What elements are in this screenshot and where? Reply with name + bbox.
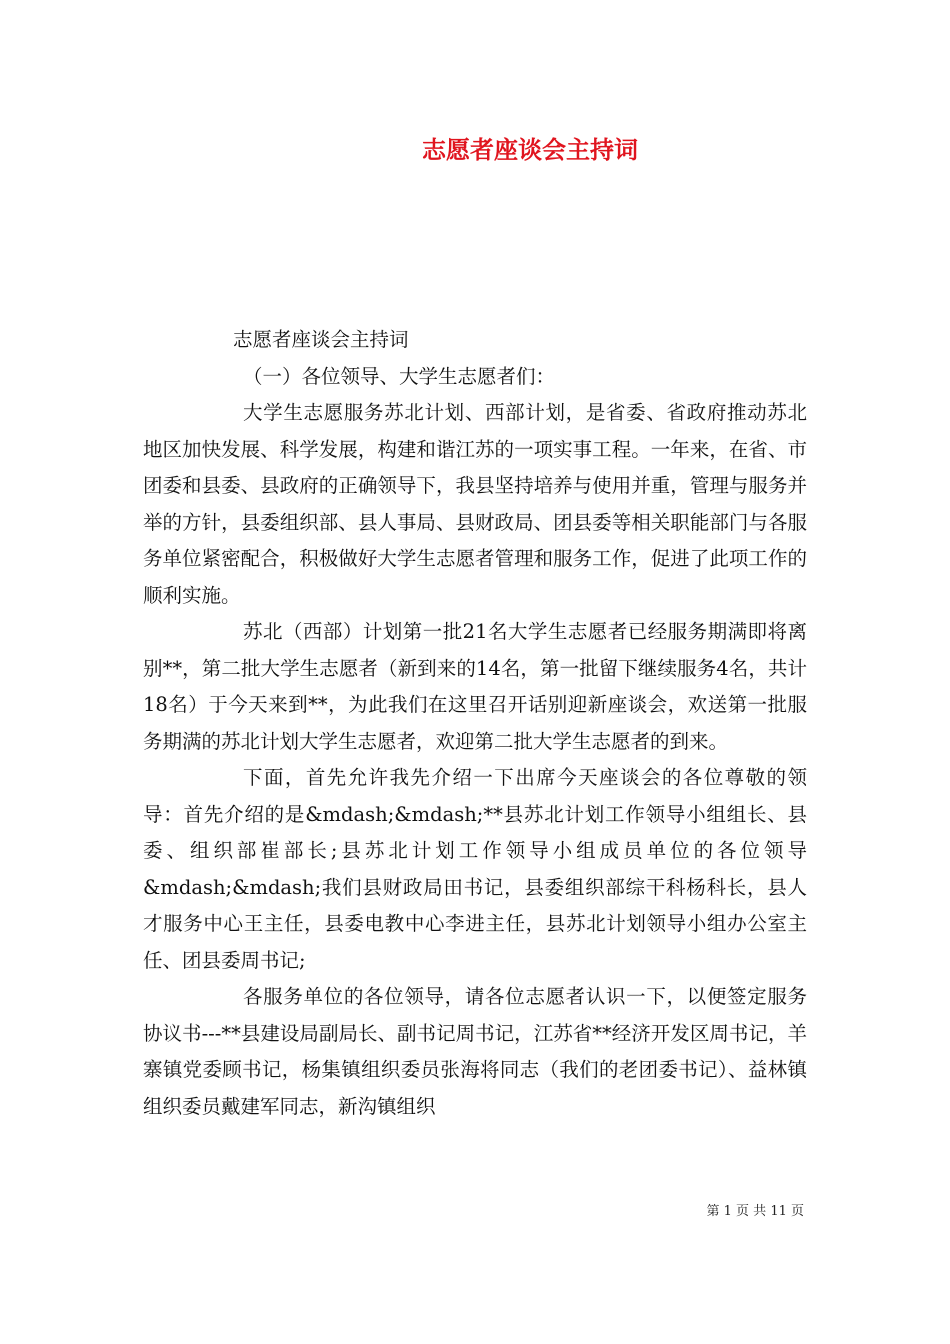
- paragraph-2: 苏北（西部）计划第一批21名大学生志愿者已经服务期满即将离别**，第二批大学生志愿者（新到来的14名，第一批留下继续服务4名，共计18名）于今天来到**，为此我们在这里召开话别迎新座谈会，欢送第一批服务期满的苏北计划大学生志愿者，欢迎第二批大学生志愿者的到来。: [143, 620, 807, 753]
- paragraph-1: 大学生志愿服务苏北计划、西部计划，是省委、省政府推动苏北地区加快发展、科学发展，构建和谐江苏的一项实事工程。一年来，在省、市团委和县委、县政府的正确领导下，我县坚持培养与使用并重，管理与服务并举的方针，县委组织部、县人事局、县财政局、团县委等相关职能部门与各服务单位紧密配合，积极做好大学生志愿者管理和服务工作，促进了此项工作的顺利实施。: [143, 401, 807, 607]
- document-subtitle: 志愿者座谈会主持词: [233, 328, 409, 351]
- page-indicator: 第 1 页 共 11 页: [706, 1204, 804, 1219]
- paragraph-3: 下面，首先允许我先介绍一下出席今天座谈会的各位尊敬的领导：首先介绍的是&mdash;&mdash;**县苏北计划工作领导小组组长、县委、组织部崔部长;县苏北计划工作领导小组成员单位的各位领导&mdash;&mdash;我们县财政局田书记，县委组织部综干科杨科长，县人才服务中心王主任，县委电教中心李进主任，县苏北计划领导小组办公室主任、团县委周书记;: [143, 766, 807, 972]
- paragraph-4: 各服务单位的各位领导，请各位志愿者认识一下，以便签定服务协议书---**县建设局副局长、副书记周书记，江苏省**经济开发区周书记，羊寨镇党委顾书记，杨集镇组织委员张海将同志（我们的老团委书记）、益林镇组织委员戴建军同志，新沟镇组织: [143, 985, 807, 1118]
- page-title: 志愿者座谈会主持词: [422, 135, 638, 164]
- salutation: （一）各位领导、大学生志愿者们：: [243, 364, 556, 388]
- document-body: [143, 322, 807, 1125]
